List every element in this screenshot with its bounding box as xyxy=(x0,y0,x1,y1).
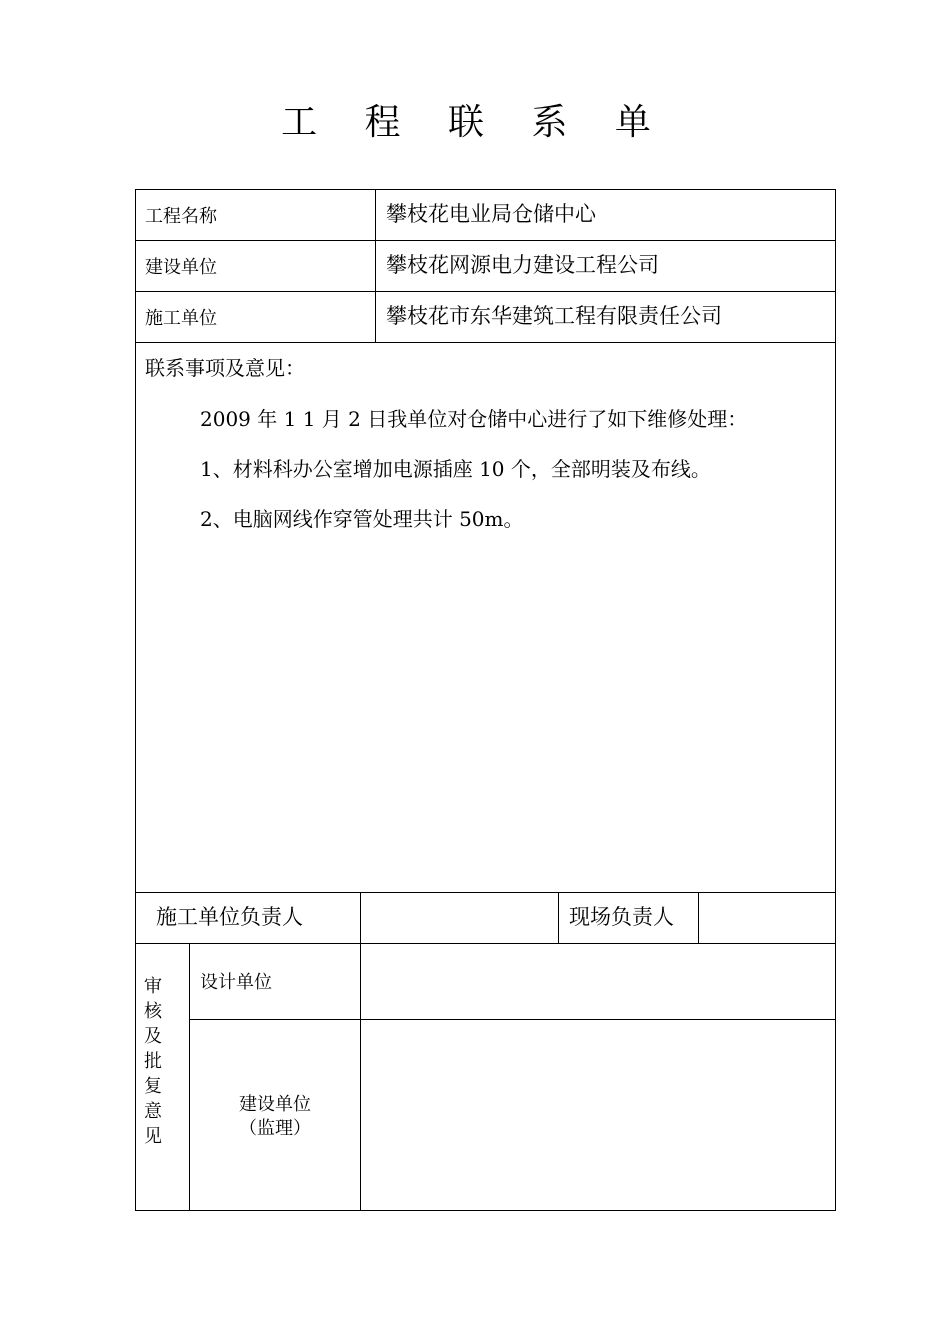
review-side-char: 意 xyxy=(144,1101,162,1122)
review-side-char: 及 xyxy=(144,1026,162,1047)
builder-unit-sublabel: （监理） xyxy=(239,1118,311,1139)
contractor-manager-label: 施工单位负责人 xyxy=(156,905,303,929)
review-side-char: 见 xyxy=(144,1126,162,1147)
table-border-bottom xyxy=(135,1210,836,1211)
column-divider xyxy=(375,189,376,343)
contact-line: 1、材料科办公室增加电源插座 10 个，全部明装及布线。 xyxy=(200,457,711,481)
builder-label: 建设单位 xyxy=(145,257,217,278)
column-divider xyxy=(698,892,699,944)
table-border-left xyxy=(135,189,136,1211)
builder-unit-label-block xyxy=(190,1093,360,1141)
column-divider xyxy=(558,892,559,944)
contractor-value: 攀枝花市东华建筑工程有限责任公司 xyxy=(386,304,722,328)
row-divider xyxy=(189,1019,836,1020)
contact-line: 2009 年 1 1 月 2 日我单位对仓储中心进行了如下维修处理： xyxy=(200,407,748,431)
project-name-value: 攀枝花电业局仓储中心 xyxy=(386,202,596,226)
site-manager-label: 现场负责人 xyxy=(569,905,674,929)
builder-value: 攀枝花网源电力建设工程公司 xyxy=(386,253,659,277)
row-divider xyxy=(135,291,836,292)
column-divider xyxy=(360,892,361,1211)
contact-heading: 联系事项及意见： xyxy=(145,356,305,380)
row-divider xyxy=(135,342,836,343)
contractor-label: 施工单位 xyxy=(145,308,217,329)
contact-form-table xyxy=(135,189,836,1211)
review-side-char: 核 xyxy=(144,1001,162,1022)
review-side-char: 批 xyxy=(144,1051,162,1072)
project-name-label: 工程名称 xyxy=(145,206,217,227)
review-side-char: 复 xyxy=(144,1076,162,1097)
review-side-label xyxy=(141,974,165,1149)
row-divider xyxy=(135,943,836,944)
document-title: 工 程 联 系 单 xyxy=(281,102,669,143)
table-border-right xyxy=(835,189,836,1211)
row-divider xyxy=(135,892,836,893)
table-border-top xyxy=(135,189,836,190)
design-unit-label: 设计单位 xyxy=(200,972,272,993)
contact-line: 2、电脑网线作穿管处理共计 50m。 xyxy=(200,507,524,531)
builder-unit-label: 建设单位 xyxy=(239,1094,311,1115)
row-divider xyxy=(135,240,836,241)
review-side-char: 审 xyxy=(144,976,162,997)
column-divider xyxy=(189,943,190,1211)
